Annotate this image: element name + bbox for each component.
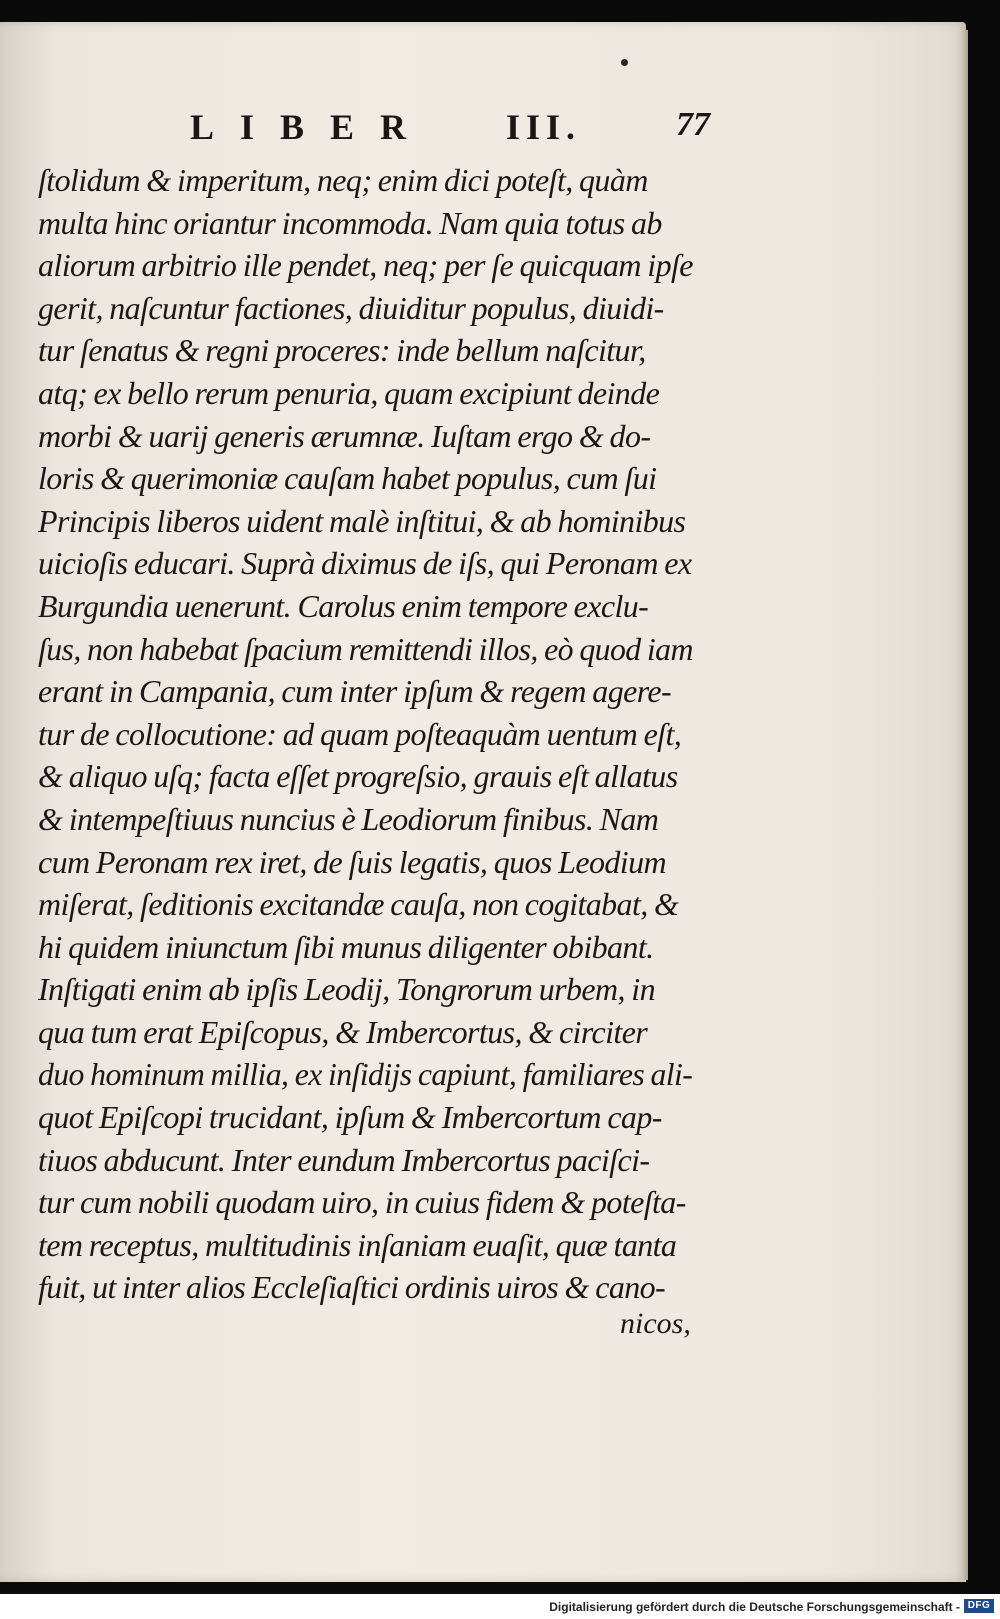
- text-line: miſerat, ſeditionis excitandæ cauſa, non cogitabat, &: [38, 886, 679, 923]
- running-head-book-number: III.: [506, 107, 582, 147]
- book-page: [0, 22, 966, 1582]
- text-line: atq; ex bello rerum penuria, quam excipiunt deinde: [38, 374, 660, 411]
- text-line: multa hinc oriantur incommoda. Nam quia totus ab: [38, 204, 662, 241]
- text-line: loris & querimoniæ cauſam habet populus, cum ſui: [38, 460, 657, 497]
- running-head-title: LIBER: [190, 107, 433, 147]
- running-head: [0, 106, 966, 150]
- text-line: qua tum erat Epiſcopus, & Imbercortus, & circiter: [38, 1013, 648, 1050]
- text-line: tur de collocutione: ad quam poſteaquàm uentum eſt,: [38, 715, 682, 752]
- text-line: gerit, naſcuntur factiones, diuiditur populus, diuidi-: [38, 289, 664, 326]
- text-line: ſus, non habebat ſpacium remittendi illos, eò quod iam: [38, 630, 693, 667]
- text-line: & intempeſtiuus nuncius è Leodiorum finibus. Nam: [38, 800, 659, 837]
- text-line: aliorum arbitrio ille pendet, neq; per ſe quicquam ipſe: [38, 247, 693, 284]
- catchword: nicos,: [620, 1307, 691, 1340]
- text-line: quot Epiſcopi trucidant, ipſum & Imbercortum cap-: [38, 1099, 662, 1136]
- text-line: cum Peronam rex iret, de ſuis legatis, quos Leodium: [38, 843, 666, 880]
- text-line: fuit, ut inter alios Eccleſiaſtici ordinis uiros & cano-: [38, 1269, 666, 1306]
- text-line: & aliquo uſq; facta eſſet progreſsio, grauis eſt allatus: [38, 758, 678, 795]
- funding-credit: Digitalisierung gefördert durch die Deutsche Forschungsgemeinschaft -: [549, 1600, 960, 1614]
- text-line: hi quidem iniunctum ſibi munus diligenter obibant.: [38, 928, 654, 965]
- text-line: Burgundia uenerunt. Carolus enim tempore exclu-: [38, 587, 649, 624]
- text-line: tur cum nobili quodam uiro, in cuius fidem & poteſta-: [38, 1184, 686, 1221]
- dfg-logo: DFG: [964, 1599, 994, 1613]
- page-number: 77: [676, 106, 710, 143]
- ink-mark: [621, 59, 628, 66]
- text-line: Principis liberos uident malè inſtitui, & ab hominibus: [38, 502, 686, 539]
- body-text: [38, 159, 718, 1309]
- page-edge: [962, 30, 968, 1580]
- text-line: erant in Campania, cum inter ipſum & regem agere-: [38, 673, 672, 710]
- text-line: tur ſenatus & regni proceres: inde bellum naſcitur,: [38, 332, 646, 369]
- text-line: ſtolidum & imperitum, neq; enim dici poteſt, quàm: [38, 162, 648, 198]
- text-line: uicioſis educari. Suprà diximus de iſs, qui Peronam ex: [38, 545, 692, 582]
- text-line: duo hominum millia, ex inſidijs capiunt, familiares ali-: [38, 1056, 693, 1093]
- text-line: tem receptus, multitudinis inſaniam euaſit, quæ tanta: [38, 1226, 677, 1263]
- text-line: tiuos abducunt. Inter eundum Imbercortus paciſci-: [38, 1141, 650, 1178]
- text-line: morbi & uarij generis ærumnæ. Iuſtam ergo & do-: [38, 417, 651, 454]
- text-line: Inſtigati enim ab ipſis Leodij, Tongrorum urbem, in: [38, 971, 655, 1008]
